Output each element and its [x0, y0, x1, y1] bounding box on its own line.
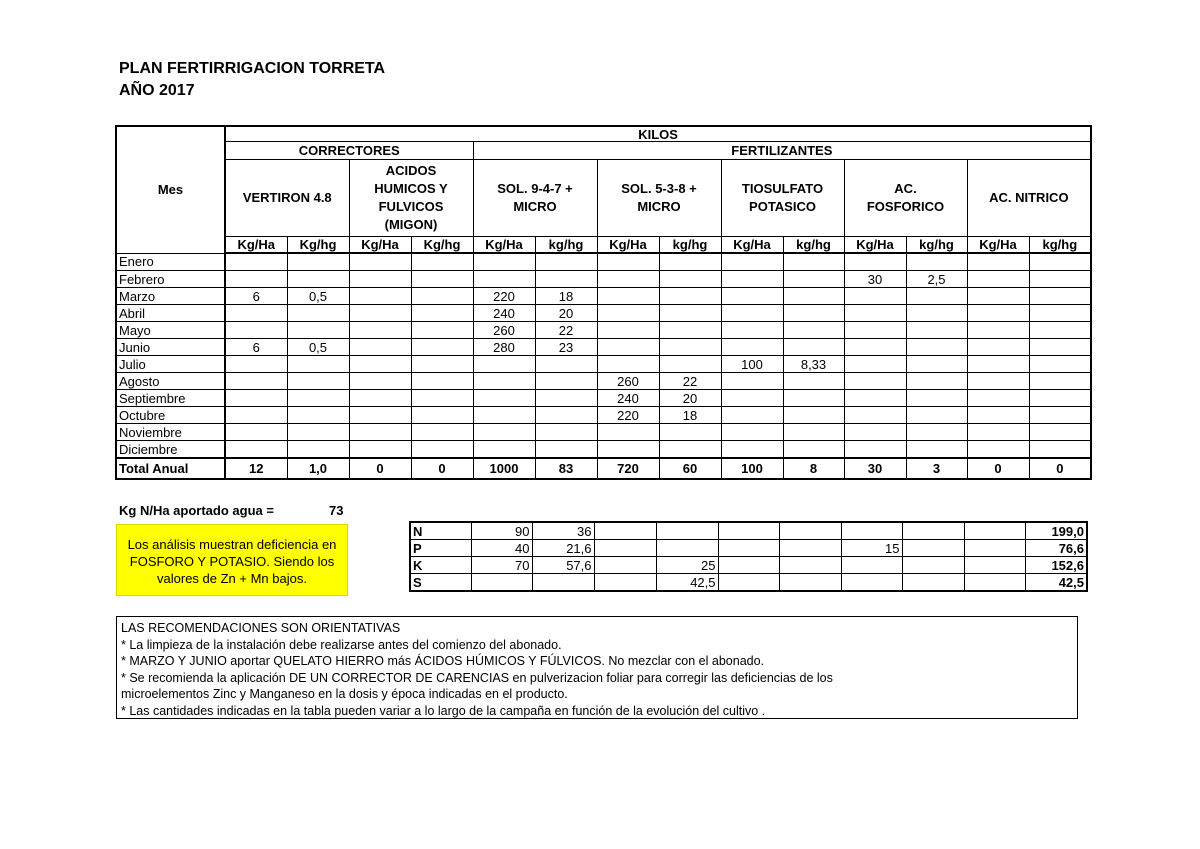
unit-header: Kg/Ha [967, 237, 1029, 254]
value-cell: 30 [844, 271, 906, 288]
nutrient-value: 36 [532, 522, 594, 540]
nutrient-value [656, 522, 718, 540]
value-cell [349, 305, 411, 322]
value-cell [597, 322, 659, 339]
unit-header: Kg/Ha [844, 237, 906, 254]
product-header: SOL. 5-3-8 + MICRO [597, 160, 721, 237]
correctores-header: CORRECTORES [225, 142, 473, 160]
nutrient-row [410, 557, 1087, 574]
value-cell [473, 373, 535, 390]
value-cell [906, 441, 967, 459]
nutrient-row [410, 540, 1087, 557]
value-cell [473, 356, 535, 373]
value-cell [1029, 271, 1091, 288]
value-cell: 20 [659, 390, 721, 407]
page-subtitle: AÑO 2017 [119, 82, 195, 99]
value-cell [783, 322, 844, 339]
value-cell [535, 441, 597, 459]
value-cell [411, 305, 473, 322]
value-cell: 2,5 [906, 271, 967, 288]
month-cell: Abril [116, 305, 225, 322]
value-cell [411, 288, 473, 305]
value-cell [659, 271, 721, 288]
value-cell [967, 390, 1029, 407]
nutrient-element: K [410, 557, 471, 574]
value-cell [906, 373, 967, 390]
total-cell: 0 [967, 458, 1029, 479]
value-cell [225, 407, 287, 424]
total-cell: 12 [225, 458, 287, 479]
value-cell [659, 424, 721, 441]
value-cell [721, 424, 783, 441]
nutrient-value: 70 [471, 557, 532, 574]
product-header: VERTIRON 4.8 [225, 160, 349, 237]
value-cell [844, 339, 906, 356]
product-header: TIOSULFATO POTASICO [721, 160, 844, 237]
value-cell [1029, 407, 1091, 424]
month-cell: Junio [116, 339, 225, 356]
value-cell: 240 [473, 305, 535, 322]
value-cell [906, 305, 967, 322]
unit-header: Kg/Ha [597, 237, 659, 254]
value-cell [225, 271, 287, 288]
value-cell: 220 [597, 407, 659, 424]
value-cell [906, 288, 967, 305]
value-cell [349, 271, 411, 288]
nutrient-value [779, 574, 841, 592]
value-cell [473, 271, 535, 288]
unit-header: Kg/Ha [225, 237, 287, 254]
value-cell: 0,5 [287, 339, 349, 356]
month-cell: Febrero [116, 271, 225, 288]
table-row [116, 356, 1091, 373]
table-row [116, 288, 1091, 305]
month-cell: Julio [116, 356, 225, 373]
value-cell [906, 356, 967, 373]
nutrient-element: P [410, 540, 471, 557]
value-cell [1029, 441, 1091, 459]
total-label: Total Anual [116, 458, 225, 479]
value-cell [225, 305, 287, 322]
product-header: AC. FOSFORICO [844, 160, 967, 237]
value-cell [349, 339, 411, 356]
value-cell [287, 373, 349, 390]
analysis-note: Los análisis muestran deficiencia en FOSFORO Y POTASIO. Siendo los valores de Zn + Mn bajos. [116, 524, 348, 596]
value-cell [535, 390, 597, 407]
value-cell [535, 271, 597, 288]
value-cell [1029, 322, 1091, 339]
total-cell: 3 [906, 458, 967, 479]
value-cell [659, 305, 721, 322]
value-cell: 220 [473, 288, 535, 305]
value-cell [1029, 424, 1091, 441]
month-cell: Octubre [116, 407, 225, 424]
unit-header: kg/hg [535, 237, 597, 254]
value-cell [597, 424, 659, 441]
nutrient-total: 199,0 [1025, 522, 1087, 540]
nutrient-value: 25 [656, 557, 718, 574]
table-row [116, 339, 1091, 356]
value-cell: 260 [473, 322, 535, 339]
table-row [116, 322, 1091, 339]
value-cell [349, 322, 411, 339]
value-cell [721, 305, 783, 322]
unit-header: kg/hg [659, 237, 721, 254]
nutrient-value: 40 [471, 540, 532, 557]
value-cell: 22 [659, 373, 721, 390]
value-cell [597, 271, 659, 288]
nutrient-row [410, 522, 1087, 540]
value-cell [967, 305, 1029, 322]
value-cell [225, 424, 287, 441]
nutrient-value [841, 522, 902, 540]
value-cell: 20 [535, 305, 597, 322]
value-cell [659, 288, 721, 305]
value-cell [411, 253, 473, 271]
value-cell [967, 441, 1029, 459]
fertilizantes-header: FERTILIZANTES [473, 142, 1091, 160]
total-cell: 720 [597, 458, 659, 479]
nutrient-value: 42,5 [656, 574, 718, 592]
nutrient-value [656, 540, 718, 557]
value-cell [349, 253, 411, 271]
nutrient-value [594, 557, 656, 574]
recommendation-line: * Las cantidades indicadas en la tabla pueden variar a lo largo de la campaña en función de la evolución del cultivo . [121, 703, 766, 718]
recommendations-heading: LAS RECOMENDACIONES SON ORIENTATIVAS [121, 621, 401, 635]
table-row [116, 253, 1091, 271]
value-cell [287, 356, 349, 373]
value-cell [844, 305, 906, 322]
value-cell [535, 424, 597, 441]
value-cell [783, 407, 844, 424]
value-cell [473, 424, 535, 441]
value-cell [597, 305, 659, 322]
value-cell [659, 253, 721, 271]
value-cell [721, 407, 783, 424]
value-cell [906, 339, 967, 356]
kg-n-value: 73 [329, 503, 344, 518]
value-cell [597, 253, 659, 271]
total-cell: 100 [721, 458, 783, 479]
page-title: PLAN FERTIRRIGACION TORRETA [119, 60, 386, 77]
value-cell: 240 [597, 390, 659, 407]
nutrient-value [964, 522, 1025, 540]
value-cell [287, 322, 349, 339]
value-cell: 6 [225, 288, 287, 305]
value-cell [411, 424, 473, 441]
value-cell: 18 [659, 407, 721, 424]
value-cell [225, 441, 287, 459]
value-cell [1029, 305, 1091, 322]
value-cell [967, 271, 1029, 288]
total-cell: 1000 [473, 458, 535, 479]
value-cell [225, 373, 287, 390]
value-cell [844, 356, 906, 373]
value-cell [967, 407, 1029, 424]
nutrient-total: 42,5 [1025, 574, 1087, 592]
value-cell [783, 271, 844, 288]
value-cell [659, 441, 721, 459]
unit-header: Kg/Ha [349, 237, 411, 254]
value-cell [597, 441, 659, 459]
month-cell: Marzo [116, 288, 225, 305]
product-header: SOL. 9-4-7 + MICRO [473, 160, 597, 237]
value-cell [349, 390, 411, 407]
value-cell [473, 253, 535, 271]
table-row [116, 390, 1091, 407]
nutrient-value [779, 557, 841, 574]
nutrient-row [410, 574, 1087, 592]
value-cell [287, 441, 349, 459]
value-cell [721, 288, 783, 305]
value-cell [721, 441, 783, 459]
unit-header: Kg/hg [411, 237, 473, 254]
value-cell [535, 407, 597, 424]
value-cell: 260 [597, 373, 659, 390]
nutrient-table [409, 521, 1088, 592]
value-cell [1029, 288, 1091, 305]
value-cell [349, 407, 411, 424]
value-cell [721, 253, 783, 271]
nutrient-value [841, 557, 902, 574]
nutrient-value: 15 [841, 540, 902, 557]
value-cell [967, 373, 1029, 390]
value-cell [1029, 356, 1091, 373]
value-cell [967, 322, 1029, 339]
value-cell [967, 356, 1029, 373]
nutrient-element: S [410, 574, 471, 592]
nutrient-total: 152,6 [1025, 557, 1087, 574]
table-row [116, 407, 1091, 424]
value-cell [844, 390, 906, 407]
nutrient-value [779, 522, 841, 540]
recommendation-line: * Se recomienda la aplicación DE UN CORRECTOR DE CARENCIAS en pulverizacion foliar para corregir las deficiencias de los [121, 670, 833, 685]
value-cell: 100 [721, 356, 783, 373]
value-cell: 23 [535, 339, 597, 356]
value-cell [349, 288, 411, 305]
value-cell: 6 [225, 339, 287, 356]
product-header: ACIDOS HUMICOS Y FULVICOS (MIGON) [349, 160, 473, 237]
unit-header: kg/hg [906, 237, 967, 254]
value-cell [721, 339, 783, 356]
value-cell [844, 322, 906, 339]
nutrient-value [718, 574, 779, 592]
value-cell: 280 [473, 339, 535, 356]
value-cell: 0,5 [287, 288, 349, 305]
nutrient-value [718, 522, 779, 540]
value-cell [721, 390, 783, 407]
nutrient-value [779, 540, 841, 557]
total-cell: 0 [1029, 458, 1091, 479]
value-cell [225, 253, 287, 271]
nutrient-value [902, 557, 964, 574]
value-cell [225, 390, 287, 407]
product-header: AC. NITRICO [967, 160, 1091, 237]
value-cell [783, 373, 844, 390]
nutrient-value [841, 574, 902, 592]
value-cell [967, 288, 1029, 305]
month-cell: Enero [116, 253, 225, 271]
value-cell [844, 288, 906, 305]
month-cell: Agosto [116, 373, 225, 390]
value-cell [844, 253, 906, 271]
value-cell: 8,33 [783, 356, 844, 373]
total-cell: 83 [535, 458, 597, 479]
value-cell [411, 356, 473, 373]
value-cell [287, 271, 349, 288]
value-cell [659, 356, 721, 373]
value-cell [844, 424, 906, 441]
value-cell [721, 271, 783, 288]
recommendation-line: * La limpieza de la instalación debe realizarse antes del comienzo del abonado. [121, 637, 562, 652]
value-cell [349, 356, 411, 373]
units-row [116, 237, 1091, 254]
value-cell [535, 253, 597, 271]
unit-header: kg/hg [783, 237, 844, 254]
total-row [116, 458, 1091, 479]
month-cell: Noviembre [116, 424, 225, 441]
unit-header: Kg/hg [287, 237, 349, 254]
value-cell [287, 424, 349, 441]
nutrient-value [594, 540, 656, 557]
value-cell [411, 271, 473, 288]
kg-n-text: Kg N/Ha aportado agua = [119, 503, 274, 518]
nutrient-value [902, 522, 964, 540]
fertigation-table [115, 125, 1092, 480]
value-cell [844, 373, 906, 390]
nutrient-value: 21,6 [532, 540, 594, 557]
nutrient-value [902, 574, 964, 592]
value-cell [1029, 339, 1091, 356]
nutrient-value [718, 557, 779, 574]
nutrient-value [964, 540, 1025, 557]
mes-header: Mes [116, 126, 225, 253]
total-cell: 60 [659, 458, 721, 479]
value-cell [906, 253, 967, 271]
table-row [116, 424, 1091, 441]
value-cell [1029, 390, 1091, 407]
value-cell [659, 339, 721, 356]
value-cell [783, 390, 844, 407]
unit-header: kg/hg [1029, 237, 1091, 254]
nutrient-value [532, 574, 594, 592]
value-cell [287, 253, 349, 271]
value-cell [906, 407, 967, 424]
nutrient-value [594, 574, 656, 592]
nutrient-value [964, 557, 1025, 574]
value-cell [844, 407, 906, 424]
kg-n-label [119, 503, 344, 518]
table-row [116, 441, 1091, 459]
value-cell [1029, 373, 1091, 390]
nutrient-value [594, 522, 656, 540]
month-cell: Mayo [116, 322, 225, 339]
value-cell [597, 288, 659, 305]
value-cell [225, 322, 287, 339]
unit-header: Kg/Ha [721, 237, 783, 254]
kilos-header: KILOS [225, 126, 1091, 142]
nutrient-value [471, 574, 532, 592]
value-cell [783, 441, 844, 459]
value-cell [473, 390, 535, 407]
nutrient-value [964, 574, 1025, 592]
value-cell [597, 356, 659, 373]
value-cell [535, 373, 597, 390]
value-cell [783, 339, 844, 356]
total-cell: 0 [349, 458, 411, 479]
value-cell [349, 373, 411, 390]
value-cell [411, 322, 473, 339]
table-row [116, 271, 1091, 288]
total-cell: 8 [783, 458, 844, 479]
value-cell [411, 441, 473, 459]
value-cell [783, 305, 844, 322]
value-cell [287, 305, 349, 322]
total-cell: 0 [411, 458, 473, 479]
nutrient-value: 57,6 [532, 557, 594, 574]
value-cell [967, 339, 1029, 356]
nutrient-total: 76,6 [1025, 540, 1087, 557]
recommendation-line: microelementos Zinc y Manganeso en la dosis y época indicadas en el producto. [121, 687, 568, 702]
value-cell [783, 253, 844, 271]
month-cell: Septiembre [116, 390, 225, 407]
total-cell: 30 [844, 458, 906, 479]
total-cell: 1,0 [287, 458, 349, 479]
value-cell [225, 356, 287, 373]
value-cell [783, 424, 844, 441]
value-cell [721, 373, 783, 390]
recommendation-line: * MARZO Y JUNIO aportar QUELATO HIERRO más ÁCIDOS HÚMICOS Y FÚLVICOS. No mezclar con el abonado. [121, 654, 765, 669]
value-cell [349, 441, 411, 459]
value-cell [411, 390, 473, 407]
unit-header: Kg/Ha [473, 237, 535, 254]
value-cell [287, 407, 349, 424]
nutrient-element: N [410, 522, 471, 540]
value-cell [287, 390, 349, 407]
value-cell [967, 253, 1029, 271]
value-cell [659, 322, 721, 339]
value-cell [411, 407, 473, 424]
value-cell [906, 390, 967, 407]
value-cell: 18 [535, 288, 597, 305]
value-cell [1029, 253, 1091, 271]
nutrient-value [718, 540, 779, 557]
value-cell [349, 424, 411, 441]
table-row [116, 373, 1091, 390]
nutrient-value [902, 540, 964, 557]
nutrient-value: 90 [471, 522, 532, 540]
value-cell [473, 407, 535, 424]
table-row [116, 305, 1091, 322]
value-cell [967, 424, 1029, 441]
value-cell [721, 322, 783, 339]
value-cell [844, 441, 906, 459]
value-cell [411, 339, 473, 356]
value-cell [906, 322, 967, 339]
value-cell: 22 [535, 322, 597, 339]
value-cell [597, 339, 659, 356]
value-cell [783, 288, 844, 305]
month-cell: Diciembre [116, 441, 225, 459]
value-cell [411, 373, 473, 390]
value-cell [473, 441, 535, 459]
value-cell [906, 424, 967, 441]
value-cell [535, 356, 597, 373]
recommendations-box [116, 616, 1078, 719]
